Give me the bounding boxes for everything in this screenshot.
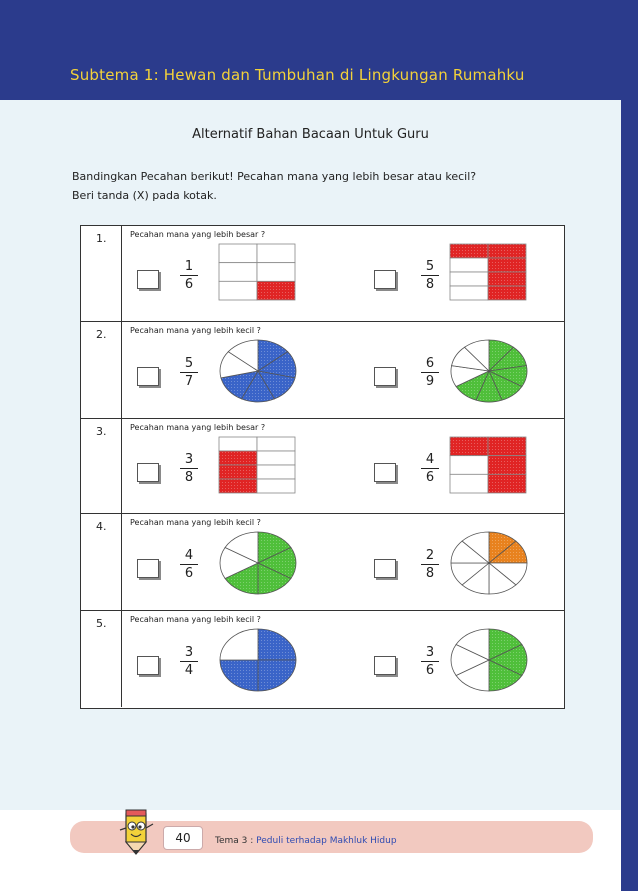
right-answer-checkbox[interactable] bbox=[374, 367, 396, 386]
grid-cell-empty bbox=[257, 465, 295, 479]
grid-cell-empty bbox=[219, 263, 257, 282]
right-answer-checkbox[interactable] bbox=[374, 270, 396, 289]
right-fraction bbox=[418, 259, 442, 292]
fraction-bar bbox=[421, 372, 439, 373]
left-answer-checkbox[interactable] bbox=[137, 559, 159, 578]
grid-cell-shaded bbox=[257, 281, 295, 300]
question-row bbox=[81, 514, 564, 611]
left-answer-checkbox[interactable] bbox=[137, 270, 159, 289]
fraction-bar bbox=[180, 661, 198, 662]
grid-cell-empty bbox=[257, 263, 295, 282]
grid-cell-empty bbox=[450, 474, 488, 493]
subtema-title: Subtema 1: Hewan dan Tumbuhan di Lingkungan Rumahku bbox=[70, 66, 525, 84]
right-grid-diagram bbox=[449, 436, 527, 494]
fraction-numerator: 1 bbox=[184, 259, 194, 274]
fraction-bar bbox=[421, 275, 439, 276]
grid-cell-shaded bbox=[219, 465, 257, 479]
fraction-bar bbox=[421, 468, 439, 469]
grid-cell-empty bbox=[450, 286, 488, 300]
question-text: Pecahan mana yang lebih besar ? bbox=[130, 423, 266, 432]
fraction-denominator: 7 bbox=[184, 373, 194, 389]
grid-cell-empty bbox=[219, 281, 257, 300]
right-fraction bbox=[418, 356, 442, 389]
right-shape bbox=[449, 627, 529, 697]
grid-cell-shaded bbox=[488, 474, 526, 493]
grid-cell-empty bbox=[257, 451, 295, 465]
right-grid-diagram bbox=[449, 243, 527, 301]
left-shape bbox=[218, 627, 298, 697]
question-row bbox=[81, 611, 564, 707]
pencil-mascot-icon bbox=[112, 808, 162, 860]
grid-cell-empty bbox=[257, 244, 295, 263]
right-shape bbox=[449, 530, 529, 600]
grid-cell-shaded bbox=[488, 272, 526, 286]
left-shape bbox=[218, 243, 296, 305]
footer-theme-title: Peduli terhadap Makhluk Hidup bbox=[256, 836, 397, 846]
right-fraction bbox=[418, 645, 442, 678]
grid-cell-shaded bbox=[450, 437, 488, 456]
question-row bbox=[81, 322, 564, 419]
left-pie-diagram bbox=[218, 530, 298, 596]
grid-cell-shaded bbox=[488, 244, 526, 258]
grid-cell-empty bbox=[450, 258, 488, 272]
question-text: Pecahan mana yang lebih kecil ? bbox=[130, 615, 261, 624]
right-shape bbox=[449, 436, 527, 498]
right-fraction bbox=[418, 452, 442, 485]
exercise-table bbox=[80, 225, 565, 709]
fraction-bar bbox=[180, 372, 198, 373]
left-fraction bbox=[177, 645, 201, 678]
left-fraction bbox=[177, 548, 201, 581]
question-number: 4. bbox=[96, 520, 107, 533]
left-answer-checkbox[interactable] bbox=[137, 367, 159, 386]
header-band bbox=[0, 0, 638, 100]
fraction-denominator: 6 bbox=[425, 469, 435, 485]
left-shape bbox=[218, 436, 296, 498]
fraction-bar bbox=[421, 661, 439, 662]
right-pie-diagram bbox=[449, 338, 529, 404]
fraction-denominator: 8 bbox=[184, 469, 194, 485]
right-answer-checkbox[interactable] bbox=[374, 463, 396, 482]
question-text: Pecahan mana yang lebih kecil ? bbox=[130, 326, 261, 335]
grid-cell-empty bbox=[450, 272, 488, 286]
question-number: 2. bbox=[96, 328, 107, 341]
question-row bbox=[81, 226, 564, 322]
left-pie-diagram bbox=[218, 338, 298, 404]
grid-cell-empty bbox=[219, 437, 257, 451]
question-number: 1. bbox=[96, 232, 107, 245]
fraction-denominator: 4 bbox=[184, 662, 194, 678]
right-shape bbox=[449, 243, 527, 305]
left-fraction bbox=[177, 259, 201, 292]
instruction-line-2: Beri tanda (X) pada kotak. bbox=[72, 189, 217, 202]
question-number: 3. bbox=[96, 425, 107, 438]
pie-slice-empty bbox=[220, 629, 258, 660]
footer-theme-prefix: Tema 3 : bbox=[215, 836, 257, 846]
number-cell bbox=[81, 611, 122, 707]
pie-slice-shaded bbox=[220, 660, 258, 691]
fraction-denominator: 6 bbox=[184, 565, 194, 581]
grid-cell-shaded bbox=[488, 286, 526, 300]
right-answer-checkbox[interactable] bbox=[374, 559, 396, 578]
left-shape bbox=[218, 530, 298, 600]
pie-slice-shaded bbox=[258, 660, 296, 691]
fraction-numerator: 3 bbox=[425, 644, 435, 660]
question-number: 5. bbox=[96, 617, 107, 630]
fraction-numerator: 4 bbox=[425, 451, 435, 467]
fraction-numerator: 5 bbox=[425, 259, 435, 274]
grid-cell-empty bbox=[450, 455, 488, 474]
left-grid-diagram bbox=[218, 243, 296, 301]
left-answer-checkbox[interactable] bbox=[137, 656, 159, 675]
left-grid-diagram bbox=[218, 436, 296, 494]
instruction-line-1: Bandingkan Pecahan berikut! Pecahan mana yang lebih besar atau kecil? bbox=[72, 170, 477, 183]
fraction-numerator: 4 bbox=[184, 547, 194, 563]
grid-cell-shaded bbox=[488, 258, 526, 272]
number-cell bbox=[81, 419, 122, 513]
right-fraction bbox=[418, 548, 442, 581]
fraction-bar bbox=[180, 468, 198, 469]
number-cell bbox=[81, 322, 122, 418]
pie-slice-shaded bbox=[258, 629, 296, 660]
grid-cell-empty bbox=[219, 244, 257, 263]
side-band bbox=[621, 0, 638, 891]
grid-cell-shaded bbox=[450, 244, 488, 258]
grid-cell-shaded bbox=[219, 479, 257, 493]
number-cell bbox=[81, 514, 122, 610]
right-answer-checkbox[interactable] bbox=[374, 656, 396, 675]
footer-theme bbox=[215, 836, 397, 846]
fraction-numerator: 5 bbox=[184, 355, 194, 371]
number-cell bbox=[81, 226, 122, 321]
question-text: Pecahan mana yang lebih besar ? bbox=[130, 230, 266, 239]
fraction-denominator: 6 bbox=[184, 277, 194, 292]
right-pie-diagram bbox=[449, 530, 529, 596]
question-text: Pecahan mana yang lebih kecil ? bbox=[130, 518, 261, 527]
fraction-denominator: 8 bbox=[425, 565, 435, 581]
grid-cell-shaded bbox=[488, 455, 526, 474]
fraction-bar bbox=[421, 564, 439, 565]
grid-cell-empty bbox=[257, 437, 295, 451]
grid-cell-shaded bbox=[488, 437, 526, 456]
left-fraction bbox=[177, 452, 201, 485]
fraction-numerator: 3 bbox=[184, 451, 194, 467]
fraction-numerator: 2 bbox=[425, 547, 435, 563]
right-shape bbox=[449, 338, 529, 408]
page-number: 40 bbox=[163, 826, 203, 850]
fraction-bar bbox=[180, 275, 198, 276]
right-pie-diagram bbox=[449, 627, 529, 693]
left-pie-diagram bbox=[218, 627, 298, 693]
fraction-denominator: 9 bbox=[425, 373, 435, 389]
fraction-bar bbox=[180, 564, 198, 565]
grid-cell-empty bbox=[257, 479, 295, 493]
question-row bbox=[81, 419, 564, 514]
fraction-numerator: 6 bbox=[425, 355, 435, 371]
left-answer-checkbox[interactable] bbox=[137, 463, 159, 482]
left-shape bbox=[218, 338, 298, 408]
page-title: Alternatif Bahan Bacaan Untuk Guru bbox=[192, 127, 429, 142]
left-fraction bbox=[177, 356, 201, 389]
fraction-denominator: 6 bbox=[425, 662, 435, 678]
fraction-denominator: 8 bbox=[425, 277, 435, 292]
grid-cell-shaded bbox=[219, 451, 257, 465]
fraction-numerator: 3 bbox=[184, 644, 194, 660]
